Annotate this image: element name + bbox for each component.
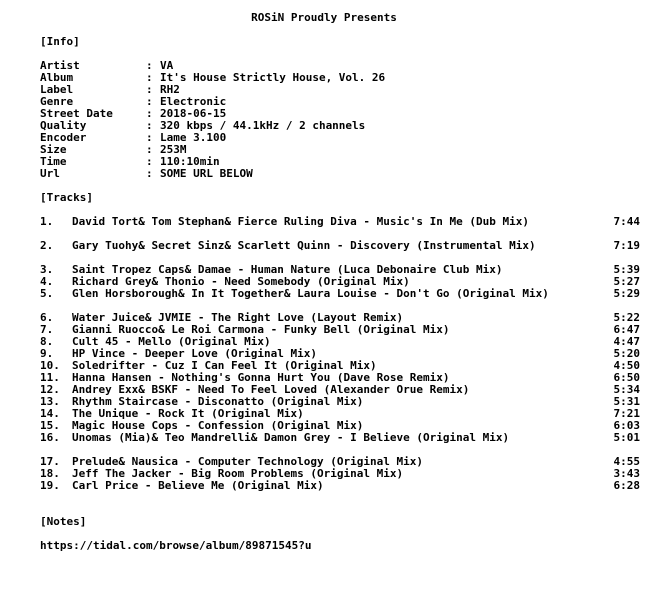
track-title: Saint Tropez Caps& Damae - Human Nature (Luca Debonaire Club Mix) [72, 264, 503, 276]
info-section-heading: [Info] [40, 35, 80, 48]
track-duration: 6:28 [613, 479, 640, 492]
info-key: Url [40, 167, 60, 180]
track-title: Magic House Cops - Confession (Original Mix) [72, 420, 364, 432]
track-title: Water Juice& JVMIE - The Right Love (Layout Remix) [72, 312, 404, 324]
track-title: Gary Tuohy& Secret Sinz& Scarlett Quinn - Discovery (Instrumental Mix) [72, 240, 536, 252]
info-key: Genre [40, 95, 74, 108]
track-title: Prelude& Nausica - Computer Technology (Original Mix) [72, 456, 423, 468]
info-separator: : [146, 95, 153, 108]
info-separator: : [146, 131, 153, 144]
album-link[interactable]: https://tidal.com/browse/album/89871545?u [40, 539, 312, 552]
track-duration: 7:21 [613, 407, 640, 420]
track-number: 18. [40, 467, 60, 480]
track-duration: 3:43 [613, 467, 640, 480]
track-number: 9. [40, 347, 54, 360]
track-number: 12. [40, 383, 60, 396]
track-number: 7. [40, 323, 54, 336]
track-duration: 4:55 [613, 455, 640, 468]
info-value: RH2 [160, 83, 180, 96]
info-value: VA [160, 59, 174, 72]
info-key: Street Date [40, 107, 113, 120]
tracks-section-heading: [Tracks] [40, 191, 93, 204]
page-title: ROSiN Proudly Presents [251, 11, 397, 24]
track-duration: 5:27 [613, 275, 640, 288]
track-duration: 6:50 [613, 371, 640, 384]
info-key: Artist [40, 59, 80, 72]
track-duration: 5:39 [613, 263, 640, 276]
track-number: 8. [40, 335, 54, 348]
track-number: 2. [40, 239, 54, 252]
info-separator: : [146, 83, 153, 96]
track-duration: 7:44 [613, 215, 640, 228]
track-number: 13. [40, 395, 60, 408]
track-title: Soledrifter - Cuz I Can Feel It (Original Mix) [72, 360, 377, 372]
track-title: Carl Price - Believe Me (Original Mix) [72, 480, 324, 492]
track-number: 4. [40, 275, 54, 288]
info-separator: : [146, 107, 153, 120]
track-number: 10. [40, 359, 60, 372]
track-duration: 4:47 [613, 335, 640, 348]
info-value: 320 kbps / 44.1kHz / 2 channels [160, 119, 366, 132]
track-title: The Unique - Rock It (Original Mix) [72, 408, 304, 420]
track-duration: 5:29 [613, 287, 640, 300]
track-number: 15. [40, 419, 60, 432]
track-title: Cult 45 - Mello (Original Mix) [72, 336, 271, 348]
track-title: HP Vince - Deeper Love (Original Mix) [72, 348, 318, 360]
track-number: 14. [40, 407, 60, 420]
track-title: Gianni Ruocco& Le Roi Carmona - Funky Bell (Original Mix) [72, 324, 450, 336]
track-number: 3. [40, 263, 54, 276]
info-value: 110:10min [160, 155, 220, 168]
info-value: 253M [160, 143, 187, 156]
track-duration: 5:31 [613, 395, 640, 408]
track-number: 11. [40, 371, 60, 384]
info-key: Encoder [40, 131, 87, 144]
track-title: Andrey Exx& BSKF - Need To Feel Loved (Alexander Orue Remix) [72, 384, 470, 396]
track-duration: 6:47 [613, 323, 640, 336]
info-separator: : [146, 143, 153, 156]
track-duration: 4:50 [613, 359, 640, 372]
info-key: Time [40, 155, 67, 168]
info-value: 2018-06-15 [160, 107, 227, 120]
track-title: Hanna Hansen - Nothing's Gonna Hurt You (Dave Rose Remix) [72, 372, 450, 384]
info-separator: : [146, 119, 153, 132]
track-duration: 7:19 [613, 239, 640, 252]
track-number: 6. [40, 311, 54, 324]
track-title: Unomas (Mia)& Teo Mandrelli& Damon Grey - I Believe (Original Mix) [72, 432, 510, 444]
track-duration: 5:20 [613, 347, 640, 360]
track-number: 16. [40, 431, 60, 444]
track-title: Rhythm Staircase - Disconatto (Original Mix) [72, 396, 364, 408]
track-title: Glen Horsborough& In It Together& Laura Louise - Don't Go (Original Mix) [72, 288, 549, 300]
info-separator: : [146, 71, 153, 84]
info-key: Size [40, 143, 67, 156]
track-duration: 5:22 [613, 311, 640, 324]
track-title: Richard Grey& Thonio - Need Somebody (Original Mix) [72, 276, 410, 288]
track-title: Jeff The Jacker - Big Room Problems (Original Mix) [72, 468, 404, 480]
info-key: Quality [40, 119, 87, 132]
track-number: 17. [40, 455, 60, 468]
info-separator: : [146, 59, 153, 72]
notes-section-heading: [Notes] [40, 515, 87, 528]
track-number: 5. [40, 287, 54, 300]
track-duration: 5:01 [613, 431, 640, 444]
info-separator: : [146, 167, 153, 180]
info-key: Label [40, 83, 74, 96]
info-key: Album [40, 71, 74, 84]
track-number: 19. [40, 479, 60, 492]
track-number: 1. [40, 215, 54, 228]
track-title: David Tort& Tom Stephan& Fierce Ruling Diva - Music's In Me (Dub Mix) [72, 216, 529, 228]
info-value: Lame 3.100 [160, 131, 227, 144]
info-separator: : [146, 155, 153, 168]
track-duration: 5:34 [613, 383, 640, 396]
info-value: SOME URL BELOW [160, 167, 253, 180]
info-value: It's House Strictly House, Vol. 26 [160, 71, 386, 84]
track-duration: 6:03 [613, 419, 640, 432]
info-value: Electronic [160, 95, 227, 108]
